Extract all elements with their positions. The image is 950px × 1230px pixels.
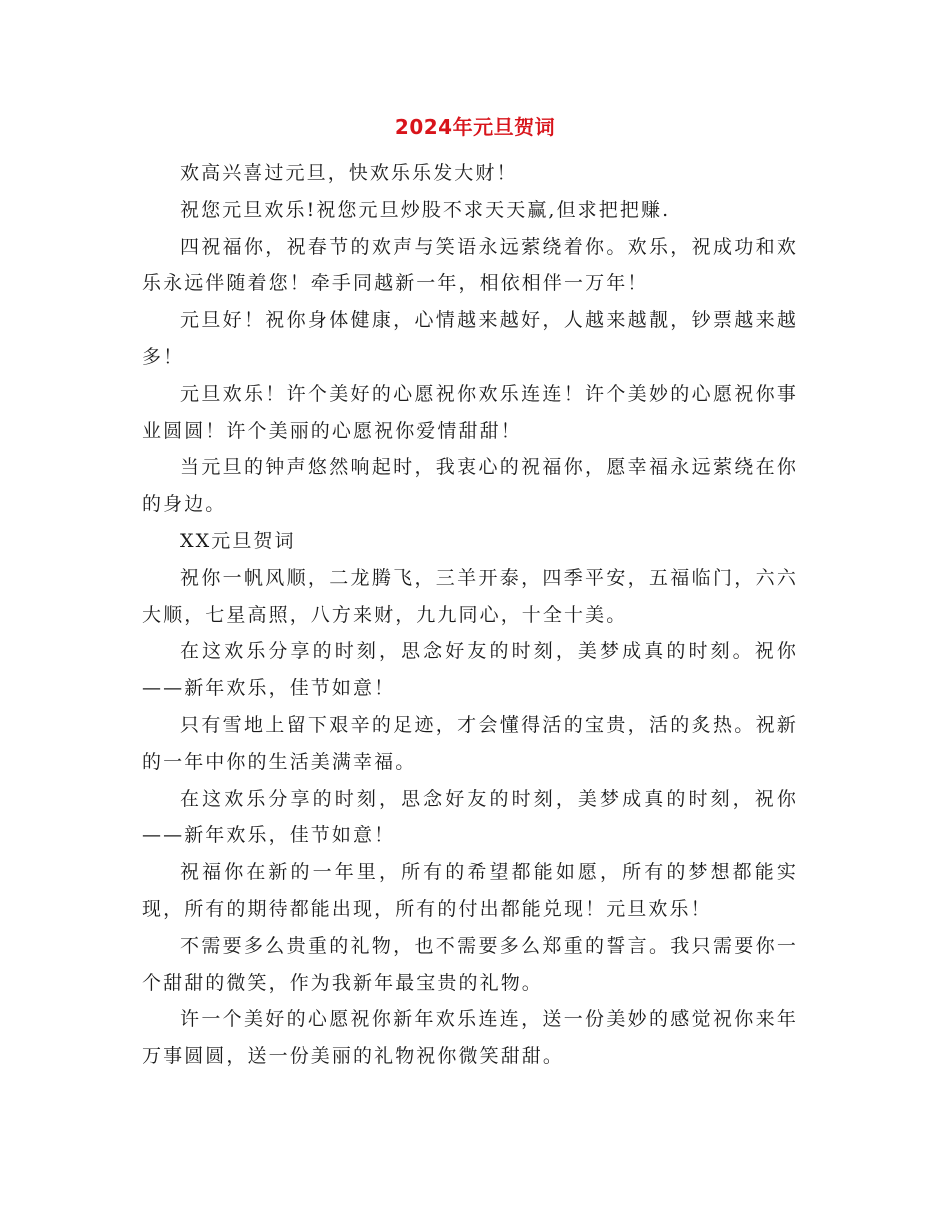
section-heading: XX元旦贺词 [180,529,296,552]
paragraph-3: 四祝福你，祝春节的欢声与笑语永远萦绕着你。欢乐，祝成功和欢乐永远伴随着您！牵手同越新一年，相依相伴一万年！ [142,235,798,295]
paragraph-10: 只有雪地上留下艰辛的足迹，才会懂得活的宝贵，活的炙热。祝新的一年中你的生活美满幸福。 [142,713,798,773]
paragraph-12: 祝福你在新的一年里，所有的希望都能如愿，所有的梦想都能实现，所有的期待都能出现，所有的付出都能兑现！元旦欢乐！ [142,861,798,920]
paragraph-6: 当元旦的钟声悠然响起时，我衷心的祝福你，愿幸福永远萦绕在你的身边。 [142,456,798,516]
paragraph-13: 不需要多么贵重的礼物，也不需要多么郑重的誓言。我只需要你一个甜甜的微笑，作为我新年最宝贵的礼物。 [142,934,798,994]
paragraph-4: 元旦好！祝你身体健康，心情越来越好，人越来越靓，钞票越来越多！ [142,309,798,368]
paragraph-5: 元旦欢乐！许个美好的心愿祝你欢乐连连！许个美妙的心愿祝你事业圆圆！许个美丽的心愿祝你爱情甜甜！ [142,382,798,442]
document-body [142,155,798,1075]
paragraph-2: 祝您元旦欢乐!祝您元旦炒股不求天天赢,但求把把赚. [180,198,671,221]
document-title: 2024年元旦贺词 [394,115,556,139]
paragraph-9: 在这欢乐分享的时刻，思念好友的时刻，美梦成真的时刻。祝你——新年欢乐，佳节如意！ [142,640,798,700]
paragraph-8: 祝你一帆风顺，二龙腾飞，三羊开泰，四季平安，五福临门，六六大顺，七星高照，八方来财，九九同心，十全十美。 [142,566,798,626]
paragraph-1: 欢高兴喜过元旦，快欢乐乐发大财！ [180,162,518,184]
paragraph-14: 许一个美好的心愿祝你新年欢乐连连，送一份美妙的感觉祝你来年万事圆圆，送一份美丽的礼物祝你微笑甜甜。 [142,1008,798,1068]
paragraph-11: 在这欢乐分享的时刻，思念好友的时刻，美梦成真的时刻，祝你——新年欢乐，佳节如意！ [142,787,798,847]
